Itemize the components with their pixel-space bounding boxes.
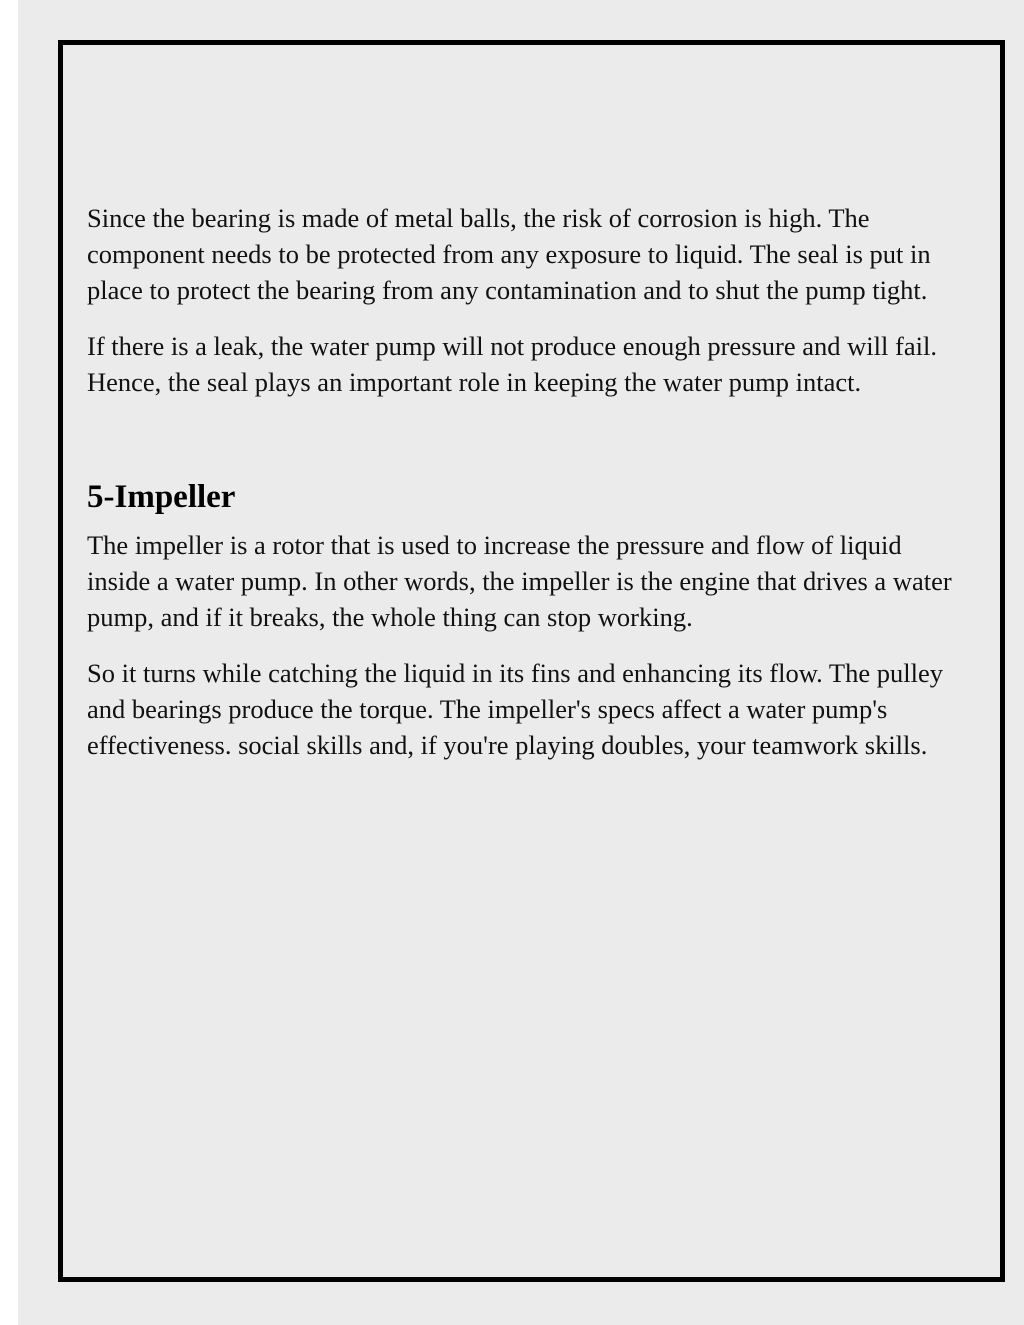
paragraph-bearing-corrosion: Since the bearing is made of metal balls, the risk of corrosion is high. The component needs to be protected from any exposure to liquid. The seal is put in place to protect the bearing from any contamination and to shut the pump tight.: [87, 203, 931, 305]
paragraph-impeller-function: So it turns while catching the liquid in its fins and enhancing its flow. The pulley and bearings produce the torque. The impeller's specs affect a water pump's effectiveness. social skills and, if you're playing doubles, your teamwork skills.: [87, 658, 943, 760]
section-heading-impeller: 5-Impeller: [87, 479, 236, 515]
paragraph-seal-leak: If there is a leak, the water pump will not produce enough pressure and will fail. Hence, the seal plays an important role in keeping the water pump intact.: [87, 331, 937, 397]
document-body: [87, 200, 967, 783]
paragraph-impeller-definition: The impeller is a rotor that is used to increase the pressure and flow of liquid inside a water pump. In other words, the impeller is the engine that drives a water pump, and if it breaks, the whole thing can stop working.: [87, 530, 952, 632]
